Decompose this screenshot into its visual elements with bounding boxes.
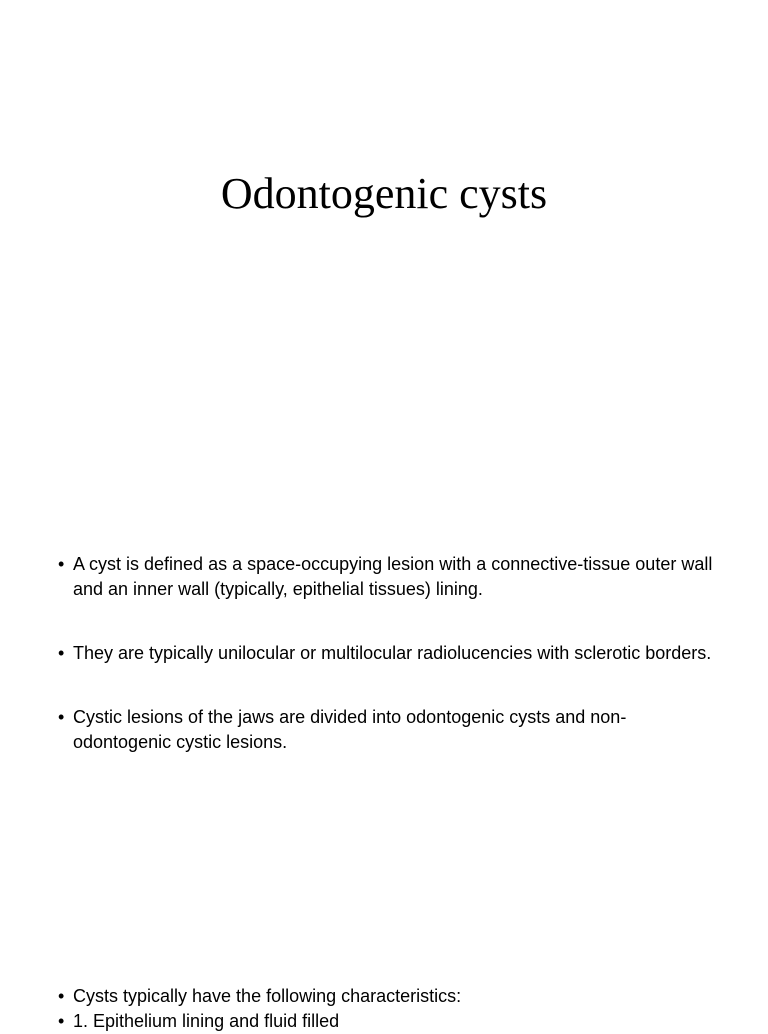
bullet-list xyxy=(58,552,718,755)
bullet-text: 1. Epithelium lining and fluid filled xyxy=(73,1011,340,1031)
list-item xyxy=(58,552,718,602)
bullet-text: Cystic lesions of the jaws are divided into odontogenic cysts and non-odontogenic cystic lesions. xyxy=(73,707,627,752)
title-slide xyxy=(0,0,768,500)
bullet-icon: • xyxy=(58,643,65,663)
list-item xyxy=(58,705,718,755)
bullet-list xyxy=(58,984,718,1034)
slide-title: Odontogenic cysts xyxy=(220,169,548,218)
list-item xyxy=(58,984,718,1009)
bullet-icon: • xyxy=(58,986,65,1006)
bullet-text: They are typically unilocular or multilocular radiolucencies with sclerotic borders. xyxy=(73,643,712,663)
list-item xyxy=(58,1009,718,1034)
bullet-icon: • xyxy=(58,707,65,727)
bullet-icon: • xyxy=(58,1011,65,1031)
bullet-icon: • xyxy=(58,554,65,574)
bullet-text: A cyst is defined as a space-occupying lesion with a connective-tissue outer wall and an inner wall (typically, epithelial tissues) lining. xyxy=(73,554,713,599)
bullet-text: Cysts typically have the following characteristics: xyxy=(73,986,462,1006)
list-item xyxy=(58,641,718,666)
